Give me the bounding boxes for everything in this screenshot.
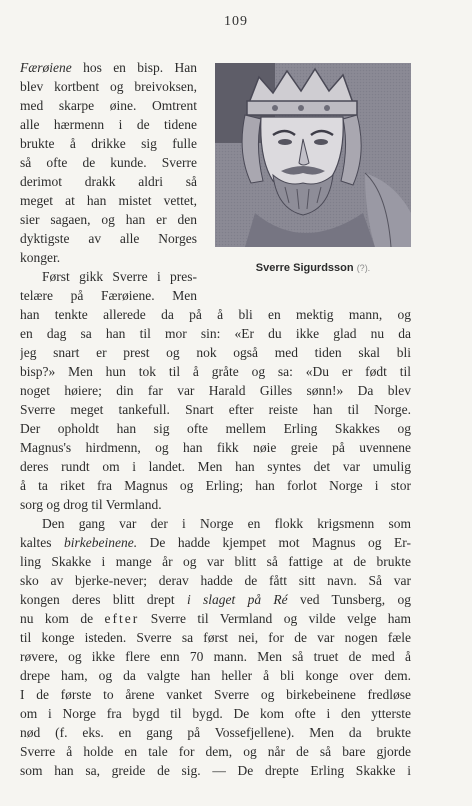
text-line: sorg og drog til Vermland.	[20, 497, 162, 512]
text-line: til konge isteden. Sverre sa først nei, for de var nogen fæle	[20, 630, 411, 645]
text-line: Færøiene hos en bisp. Han	[20, 60, 197, 75]
text-line: sier sagaen, og han er den	[20, 212, 197, 227]
text-line: Først gikk Sverre i pres-	[42, 269, 197, 284]
text-line: med skarpe øine. Omtrent	[20, 98, 197, 113]
text-line: blev kortbent og breivoksen,	[20, 79, 197, 94]
text-line: meget at han mistet vettet,	[20, 193, 197, 208]
text-line: bisp?» Men hun tok til å gråte og sa: «Du er født til	[20, 364, 411, 379]
text-line: så ofte de kunde. Sverre	[20, 155, 197, 170]
text-line: kaltes birkebeinene. De hadde kjempet mot Magnus og Er-	[20, 535, 411, 550]
text-line: Magnus's hirdmenn, og han fikk nøie greie på uvennene	[20, 440, 411, 455]
text-line: kongen deres blitt drept i slaget på Ré ved Tunsberg, og	[20, 592, 411, 607]
text-line: deres rundt om i landet. Men han syntes det var umulig	[20, 459, 411, 474]
text-line: dyktigste av alle Norges	[20, 231, 197, 246]
text-line: Sverre meget tankefull. Snart efter reiste han til Norge.	[20, 402, 411, 417]
text-line: I de første to årene vanket Sverre og birkebeinene fredløse	[20, 687, 411, 702]
text-line: brukte å drikke sig fulle	[20, 136, 197, 151]
text-line: noget høiere; din far var Harald Gilles sønn!» Da blev	[20, 383, 411, 398]
text-line: drepe ham, og da valgte han heller å bli konge over dem.	[20, 668, 411, 683]
text-line: sko av bjerke-never; derav hadde de fått sitt navn. Så var	[20, 573, 411, 588]
caption-name: Sverre Sigurdsson	[255, 262, 354, 274]
text-line: Den gang var der i Norge en flokk krigsmenn som	[42, 516, 411, 531]
text-line: om i Norge fra bygd til bygd. De kom ofte i den ytterste	[20, 706, 411, 721]
text-line: ling Skakke i mange år og var blitt så fattige at de brukte	[20, 554, 411, 569]
text-line: alle hærmenn i de tidene	[20, 117, 197, 132]
portrait-illustration	[215, 63, 411, 247]
figure-caption	[215, 262, 411, 274]
caption-mark: (?).	[356, 263, 371, 273]
text-line: en dag sa han til mor sin: «Er du ikke glad nu da	[20, 326, 411, 341]
text-line: han tenkte allerede da på å bli en mektig mann, og	[20, 307, 411, 322]
text-line: telære på Færøiene. Men	[20, 288, 197, 303]
page-number: 109	[224, 14, 248, 29]
text-line: jeg snart er prest og nok også med tiden skal bli	[20, 345, 411, 360]
text-line: røvere, og ikke flere enn 70 mann. Men så truet de med å	[20, 649, 411, 664]
text-line: som han sa, greide de sig. — De drepte Erling Skakke i	[20, 763, 411, 778]
text-line: å ta riket fra Magnus og Erling; han forlot Norge i stor	[20, 478, 411, 493]
text-line: Der opholdt han sig ofte mellem Erling Skakkes og	[20, 421, 411, 436]
text-line: nu kom de efter Sverre til Vermland og vilde velge ham	[20, 611, 411, 626]
text-line: Sverre å holde en tale for dem, og når de så bare gjorde	[20, 744, 411, 759]
text-line: nød (f. eks. en gang på Vossefjellene). Men da brukte	[20, 725, 411, 740]
text-line: konger.	[20, 250, 61, 265]
stone-head-carving-image	[215, 63, 411, 247]
text-line: derimot drakk aldri så	[20, 174, 197, 189]
